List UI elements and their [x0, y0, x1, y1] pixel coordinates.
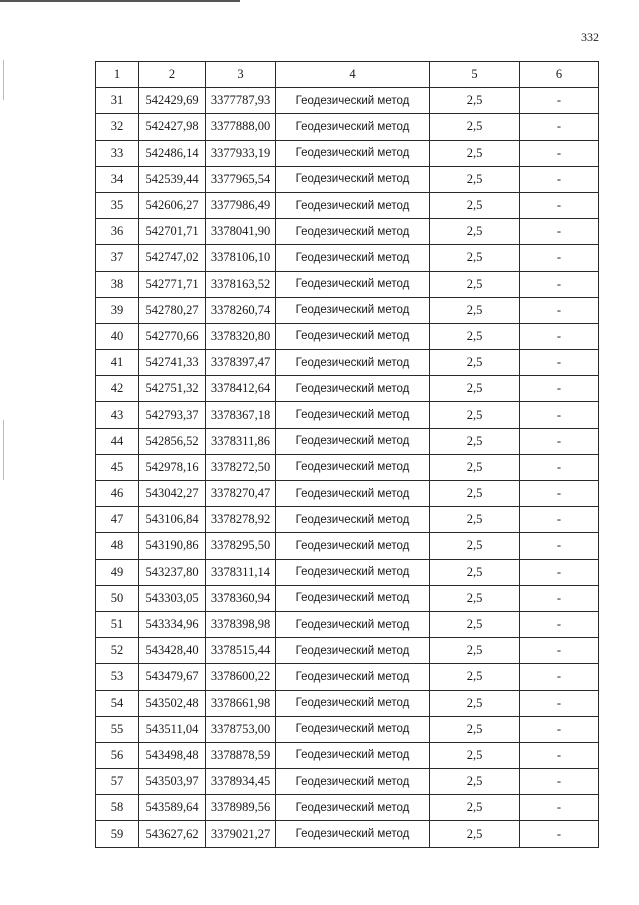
- column-header: 3: [206, 62, 276, 88]
- note-cell: -: [520, 271, 599, 297]
- note-cell: -: [520, 402, 599, 428]
- y-coordinate-cell: 3377888,00: [206, 114, 276, 140]
- method-cell: Геодезический метод: [276, 611, 430, 637]
- point-number-cell: 54: [96, 690, 139, 716]
- accuracy-cell: 2,5: [430, 559, 520, 585]
- y-coordinate-cell: 3378163,52: [206, 271, 276, 297]
- note-cell: -: [520, 428, 599, 454]
- method-cell: Геодезический метод: [276, 428, 430, 454]
- point-number-cell: 34: [96, 166, 139, 192]
- page-number: 332: [581, 30, 599, 44]
- point-number-cell: 45: [96, 454, 139, 480]
- method-cell: Геодезический метод: [276, 481, 430, 507]
- point-number-cell: 41: [96, 350, 139, 376]
- y-coordinate-cell: 3378989,56: [206, 795, 276, 821]
- accuracy-cell: 2,5: [430, 821, 520, 847]
- table-row: [96, 219, 599, 245]
- point-number-cell: 55: [96, 716, 139, 742]
- accuracy-cell: 2,5: [430, 454, 520, 480]
- table-row: [96, 821, 599, 847]
- accuracy-cell: 2,5: [430, 507, 520, 533]
- y-coordinate-cell: 3378412,64: [206, 376, 276, 402]
- point-number-cell: 56: [96, 742, 139, 768]
- accuracy-cell: 2,5: [430, 769, 520, 795]
- table-row: [96, 742, 599, 768]
- point-number-cell: 51: [96, 611, 139, 637]
- method-cell: Геодезический метод: [276, 376, 430, 402]
- point-number-cell: 36: [96, 219, 139, 245]
- table-row: [96, 114, 599, 140]
- accuracy-cell: 2,5: [430, 585, 520, 611]
- x-coordinate-cell: 543511,04: [139, 716, 206, 742]
- point-number-cell: 52: [96, 638, 139, 664]
- accuracy-cell: 2,5: [430, 350, 520, 376]
- x-coordinate-cell: 542539,44: [139, 166, 206, 192]
- point-number-cell: 37: [96, 245, 139, 271]
- table-row: [96, 559, 599, 585]
- x-coordinate-cell: 542429,69: [139, 88, 206, 114]
- point-number-cell: 44: [96, 428, 139, 454]
- point-number-cell: 57: [96, 769, 139, 795]
- x-coordinate-cell: 543303,05: [139, 585, 206, 611]
- table-row: [96, 140, 599, 166]
- x-coordinate-cell: 542741,33: [139, 350, 206, 376]
- method-cell: Геодезический метод: [276, 454, 430, 480]
- y-coordinate-cell: 3378270,47: [206, 481, 276, 507]
- note-cell: -: [520, 821, 599, 847]
- column-header: 5: [430, 62, 520, 88]
- y-coordinate-cell: 3378320,80: [206, 323, 276, 349]
- table-row: [96, 533, 599, 559]
- y-coordinate-cell: 3378311,14: [206, 559, 276, 585]
- table-row: [96, 88, 599, 114]
- method-cell: Геодезический метод: [276, 88, 430, 114]
- method-cell: Геодезический метод: [276, 402, 430, 428]
- y-coordinate-cell: 3378278,92: [206, 507, 276, 533]
- y-coordinate-cell: 3378360,94: [206, 585, 276, 611]
- method-cell: Геодезический метод: [276, 297, 430, 323]
- table-row: [96, 402, 599, 428]
- point-number-cell: 33: [96, 140, 139, 166]
- note-cell: -: [520, 454, 599, 480]
- note-cell: -: [520, 533, 599, 559]
- accuracy-cell: 2,5: [430, 690, 520, 716]
- table-row: [96, 323, 599, 349]
- x-coordinate-cell: 543334,96: [139, 611, 206, 637]
- note-cell: -: [520, 795, 599, 821]
- x-coordinate-cell: 543503,97: [139, 769, 206, 795]
- point-number-cell: 40: [96, 323, 139, 349]
- point-number-cell: 59: [96, 821, 139, 847]
- y-coordinate-cell: 3378600,22: [206, 664, 276, 690]
- method-cell: Геодезический метод: [276, 350, 430, 376]
- note-cell: -: [520, 769, 599, 795]
- table-row: [96, 638, 599, 664]
- accuracy-cell: 2,5: [430, 402, 520, 428]
- method-cell: Геодезический метод: [276, 716, 430, 742]
- accuracy-cell: 2,5: [430, 323, 520, 349]
- point-number-cell: 53: [96, 664, 139, 690]
- y-coordinate-cell: 3379021,27: [206, 821, 276, 847]
- x-coordinate-cell: 542771,71: [139, 271, 206, 297]
- table-row: [96, 716, 599, 742]
- column-header: 1: [96, 62, 139, 88]
- table-row: [96, 376, 599, 402]
- method-cell: Геодезический метод: [276, 245, 430, 271]
- x-coordinate-cell: 543190,86: [139, 533, 206, 559]
- table-row: [96, 297, 599, 323]
- note-cell: -: [520, 245, 599, 271]
- accuracy-cell: 2,5: [430, 245, 520, 271]
- table-row: [96, 350, 599, 376]
- point-number-cell: 48: [96, 533, 139, 559]
- table-row: [96, 428, 599, 454]
- point-number-cell: 39: [96, 297, 139, 323]
- method-cell: Геодезический метод: [276, 192, 430, 218]
- column-header: 6: [520, 62, 599, 88]
- method-cell: Геодезический метод: [276, 559, 430, 585]
- note-cell: -: [520, 585, 599, 611]
- column-header: 2: [139, 62, 206, 88]
- x-coordinate-cell: 543502,48: [139, 690, 206, 716]
- method-cell: Геодезический метод: [276, 166, 430, 192]
- method-cell: Геодезический метод: [276, 664, 430, 690]
- accuracy-cell: 2,5: [430, 88, 520, 114]
- method-cell: Геодезический метод: [276, 323, 430, 349]
- x-coordinate-cell: 543237,80: [139, 559, 206, 585]
- accuracy-cell: 2,5: [430, 271, 520, 297]
- accuracy-cell: 2,5: [430, 716, 520, 742]
- x-coordinate-cell: 542856,52: [139, 428, 206, 454]
- y-coordinate-cell: 3377933,19: [206, 140, 276, 166]
- x-coordinate-cell: 542751,32: [139, 376, 206, 402]
- accuracy-cell: 2,5: [430, 297, 520, 323]
- accuracy-cell: 2,5: [430, 166, 520, 192]
- method-cell: Геодезический метод: [276, 533, 430, 559]
- table-row: [96, 507, 599, 533]
- note-cell: -: [520, 219, 599, 245]
- method-cell: Геодезический метод: [276, 769, 430, 795]
- table-row: [96, 245, 599, 271]
- table-row: [96, 166, 599, 192]
- note-cell: -: [520, 88, 599, 114]
- table-row: [96, 454, 599, 480]
- note-cell: -: [520, 664, 599, 690]
- table-row: [96, 690, 599, 716]
- x-coordinate-cell: 543106,84: [139, 507, 206, 533]
- accuracy-cell: 2,5: [430, 742, 520, 768]
- note-cell: -: [520, 716, 599, 742]
- note-cell: -: [520, 297, 599, 323]
- x-coordinate-cell: 542606,27: [139, 192, 206, 218]
- table-row: [96, 795, 599, 821]
- note-cell: -: [520, 638, 599, 664]
- method-cell: Геодезический метод: [276, 585, 430, 611]
- point-number-cell: 38: [96, 271, 139, 297]
- point-number-cell: 42: [96, 376, 139, 402]
- method-cell: Геодезический метод: [276, 742, 430, 768]
- note-cell: -: [520, 166, 599, 192]
- x-coordinate-cell: 543042,27: [139, 481, 206, 507]
- accuracy-cell: 2,5: [430, 114, 520, 140]
- note-cell: -: [520, 559, 599, 585]
- method-cell: Геодезический метод: [276, 795, 430, 821]
- table-row: [96, 611, 599, 637]
- table-body: [96, 88, 599, 847]
- accuracy-cell: 2,5: [430, 611, 520, 637]
- scan-edge-line: [0, 0, 240, 2]
- accuracy-cell: 2,5: [430, 795, 520, 821]
- table-row: [96, 664, 599, 690]
- method-cell: Геодезический метод: [276, 114, 430, 140]
- method-cell: Геодезический метод: [276, 140, 430, 166]
- y-coordinate-cell: 3377787,93: [206, 88, 276, 114]
- x-coordinate-cell: 542486,14: [139, 140, 206, 166]
- y-coordinate-cell: 3378367,18: [206, 402, 276, 428]
- method-cell: Геодезический метод: [276, 821, 430, 847]
- x-coordinate-cell: 542780,27: [139, 297, 206, 323]
- y-coordinate-cell: 3378272,50: [206, 454, 276, 480]
- point-number-cell: 32: [96, 114, 139, 140]
- accuracy-cell: 2,5: [430, 481, 520, 507]
- y-coordinate-cell: 3378934,45: [206, 769, 276, 795]
- x-coordinate-cell: 543479,67: [139, 664, 206, 690]
- table-header-row: [96, 62, 599, 88]
- y-coordinate-cell: 3378260,74: [206, 297, 276, 323]
- method-cell: Геодезический метод: [276, 271, 430, 297]
- note-cell: -: [520, 481, 599, 507]
- x-coordinate-cell: 543589,64: [139, 795, 206, 821]
- x-coordinate-cell: 543627,62: [139, 821, 206, 847]
- point-number-cell: 50: [96, 585, 139, 611]
- note-cell: -: [520, 323, 599, 349]
- accuracy-cell: 2,5: [430, 219, 520, 245]
- point-number-cell: 47: [96, 507, 139, 533]
- note-cell: -: [520, 192, 599, 218]
- point-number-cell: 49: [96, 559, 139, 585]
- table-row: [96, 481, 599, 507]
- y-coordinate-cell: 3378295,50: [206, 533, 276, 559]
- y-coordinate-cell: 3378753,00: [206, 716, 276, 742]
- accuracy-cell: 2,5: [430, 376, 520, 402]
- method-cell: Геодезический метод: [276, 507, 430, 533]
- x-coordinate-cell: 543498,48: [139, 742, 206, 768]
- accuracy-cell: 2,5: [430, 192, 520, 218]
- method-cell: Геодезический метод: [276, 219, 430, 245]
- y-coordinate-cell: 3377986,49: [206, 192, 276, 218]
- method-cell: Геодезический метод: [276, 638, 430, 664]
- column-header: 4: [276, 62, 430, 88]
- note-cell: -: [520, 611, 599, 637]
- x-coordinate-cell: 543428,40: [139, 638, 206, 664]
- note-cell: -: [520, 690, 599, 716]
- note-cell: -: [520, 350, 599, 376]
- accuracy-cell: 2,5: [430, 533, 520, 559]
- y-coordinate-cell: 3378515,44: [206, 638, 276, 664]
- accuracy-cell: 2,5: [430, 428, 520, 454]
- note-cell: -: [520, 114, 599, 140]
- note-cell: -: [520, 140, 599, 166]
- coordinates-table: [95, 61, 599, 848]
- table-row: [96, 769, 599, 795]
- accuracy-cell: 2,5: [430, 638, 520, 664]
- note-cell: -: [520, 507, 599, 533]
- accuracy-cell: 2,5: [430, 140, 520, 166]
- y-coordinate-cell: 3378311,86: [206, 428, 276, 454]
- point-number-cell: 35: [96, 192, 139, 218]
- y-coordinate-cell: 3378397,47: [206, 350, 276, 376]
- point-number-cell: 43: [96, 402, 139, 428]
- table-row: [96, 192, 599, 218]
- x-coordinate-cell: 542770,66: [139, 323, 206, 349]
- y-coordinate-cell: 3378041,90: [206, 219, 276, 245]
- x-coordinate-cell: 542747,02: [139, 245, 206, 271]
- x-coordinate-cell: 542793,37: [139, 402, 206, 428]
- scan-artifact: [3, 420, 4, 480]
- x-coordinate-cell: 542701,71: [139, 219, 206, 245]
- y-coordinate-cell: 3378398,98: [206, 611, 276, 637]
- note-cell: -: [520, 742, 599, 768]
- accuracy-cell: 2,5: [430, 664, 520, 690]
- point-number-cell: 58: [96, 795, 139, 821]
- table-row: [96, 271, 599, 297]
- y-coordinate-cell: 3378878,59: [206, 742, 276, 768]
- y-coordinate-cell: 3377965,54: [206, 166, 276, 192]
- x-coordinate-cell: 542427,98: [139, 114, 206, 140]
- y-coordinate-cell: 3378106,10: [206, 245, 276, 271]
- y-coordinate-cell: 3378661,98: [206, 690, 276, 716]
- method-cell: Геодезический метод: [276, 690, 430, 716]
- x-coordinate-cell: 542978,16: [139, 454, 206, 480]
- point-number-cell: 46: [96, 481, 139, 507]
- table-row: [96, 585, 599, 611]
- scan-artifact: [3, 60, 4, 100]
- point-number-cell: 31: [96, 88, 139, 114]
- note-cell: -: [520, 376, 599, 402]
